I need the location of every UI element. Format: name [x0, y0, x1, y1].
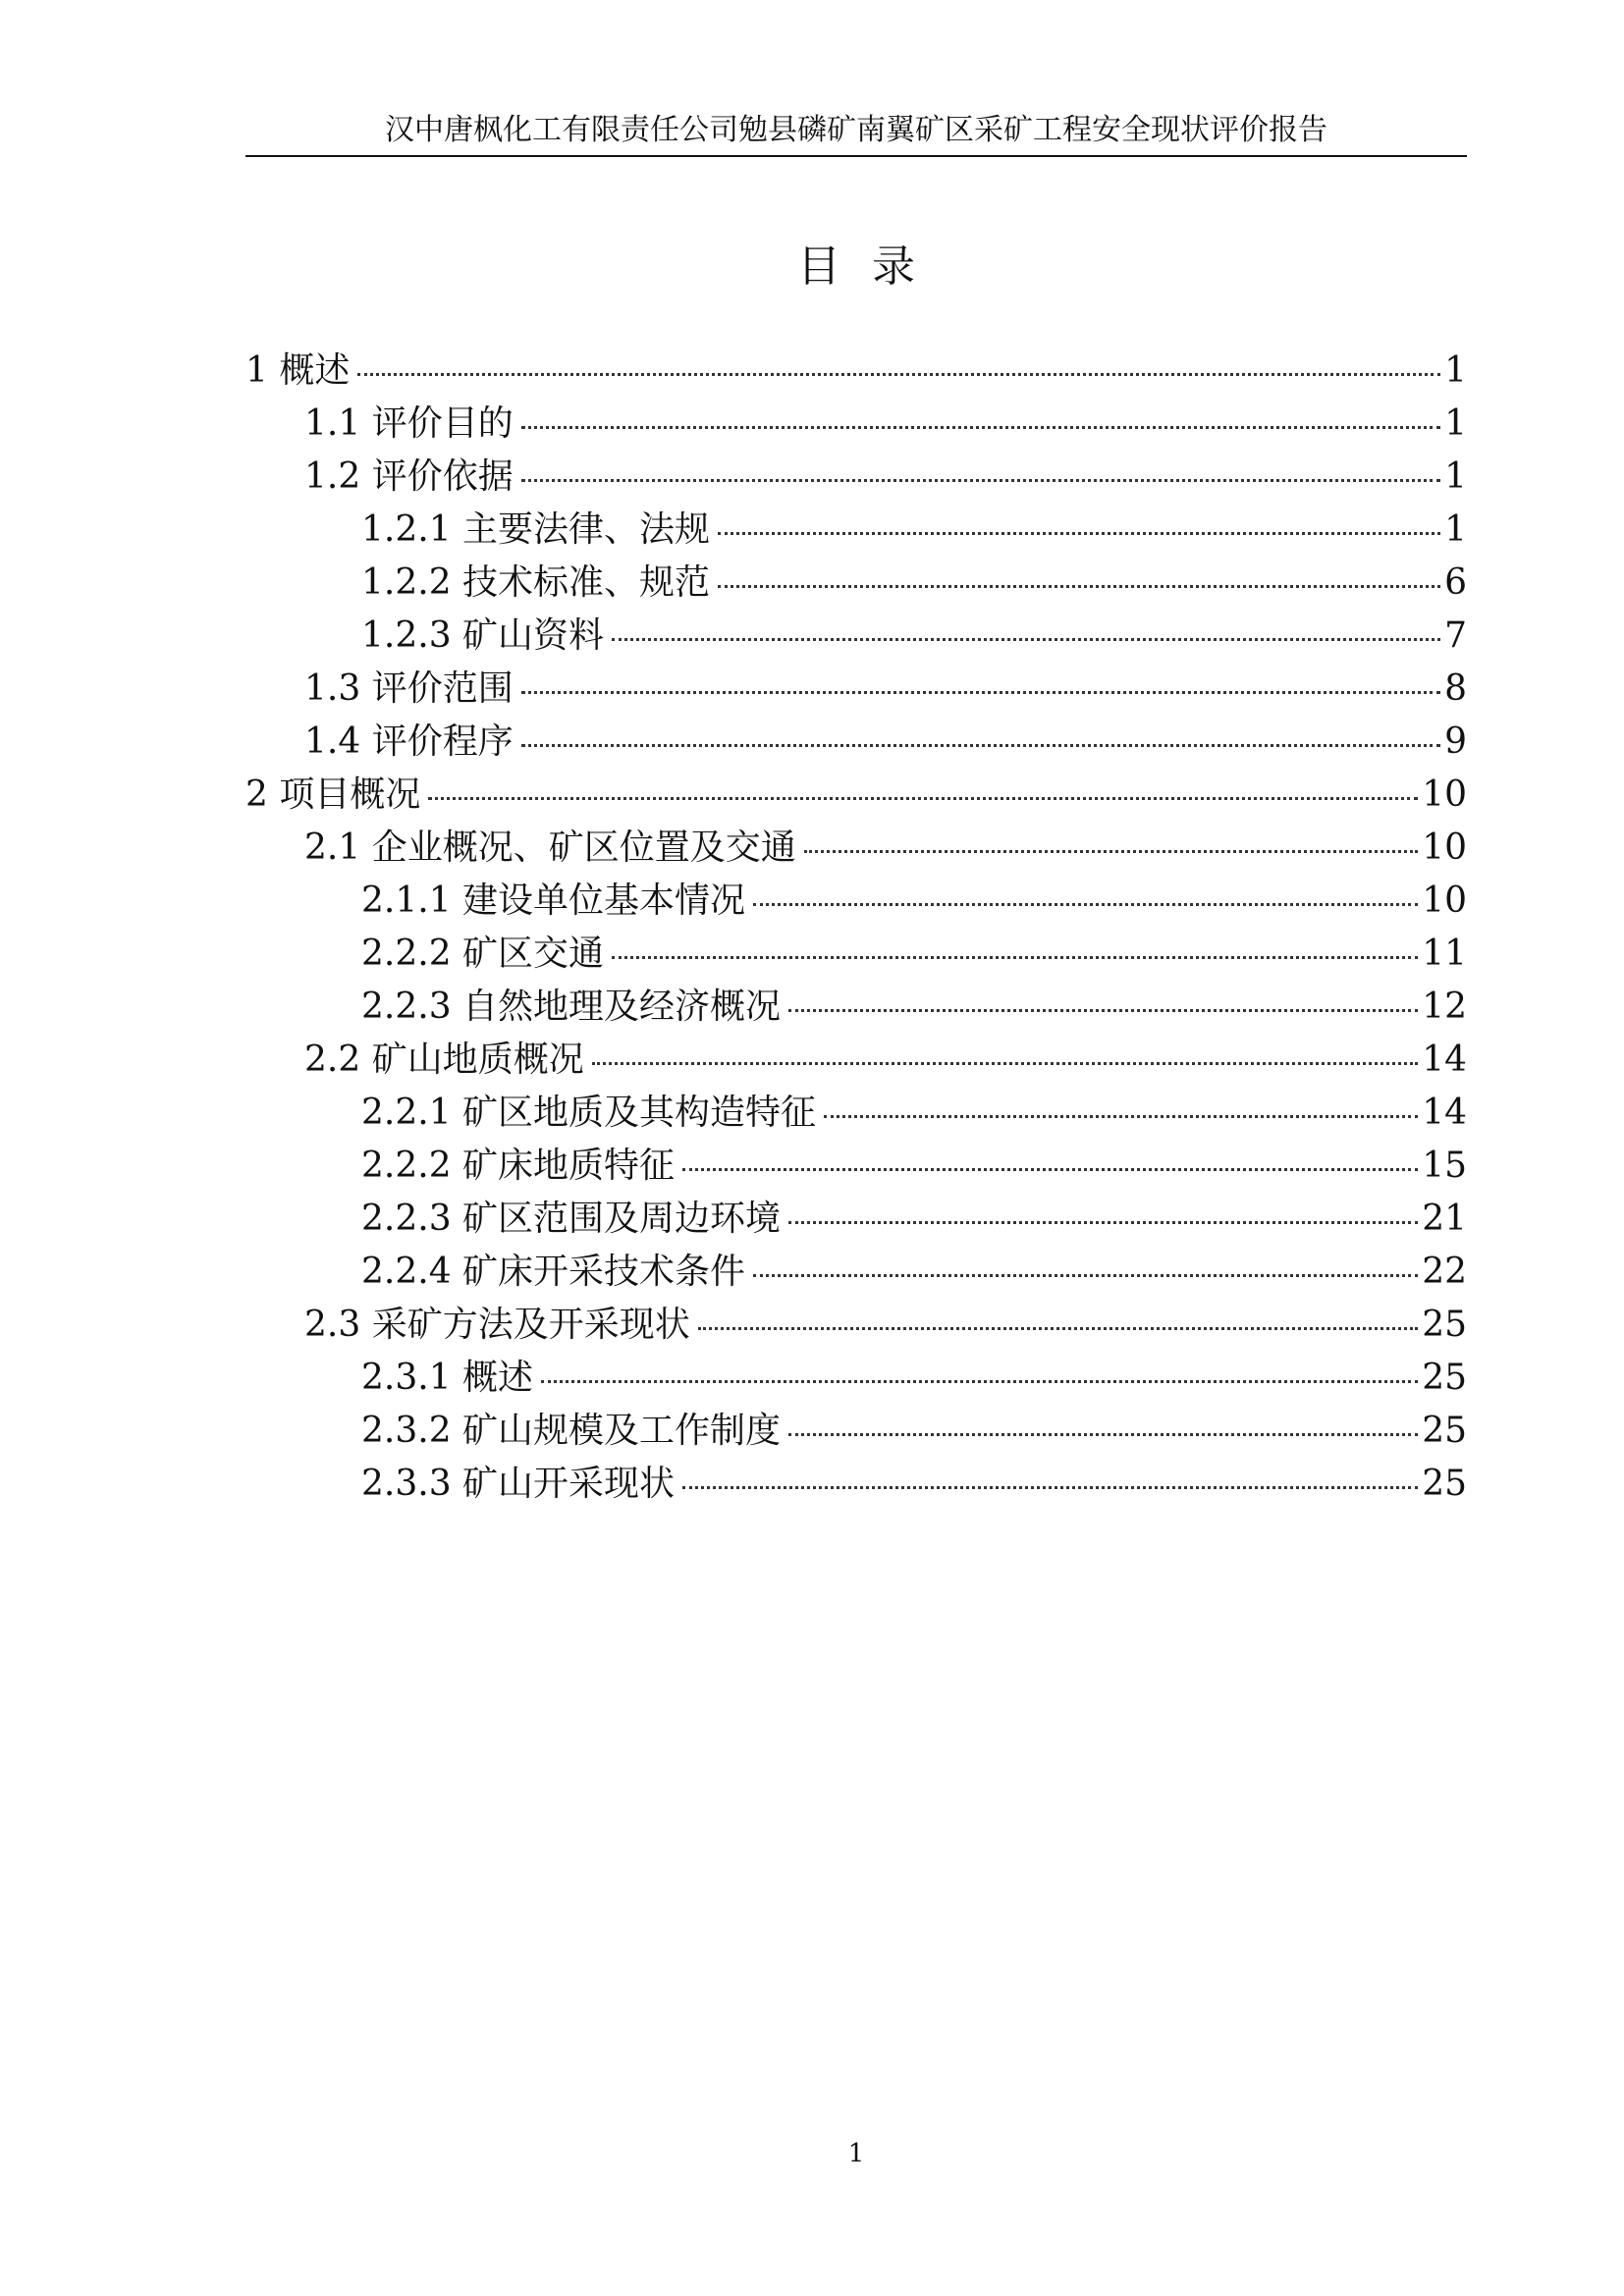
toc-entry[interactable] [361, 506, 1467, 555]
toc-dot-leader [753, 903, 1418, 906]
toc-entry-page: 1 [1444, 350, 1467, 391]
toc-entry-page: 1 [1444, 403, 1467, 444]
toc-dot-leader [521, 479, 1440, 482]
toc-dot-leader [682, 1168, 1418, 1171]
toc-entry[interactable] [361, 1354, 1467, 1403]
toc-entry[interactable] [304, 453, 1467, 502]
toc-dot-leader [521, 744, 1440, 747]
toc-dot-leader [788, 1009, 1418, 1012]
toc-entry[interactable] [361, 1089, 1467, 1138]
toc-entry[interactable] [361, 1248, 1467, 1297]
toc-entry-label: 2.1.1 建设单位基本情况 [361, 881, 746, 921]
toc-entry-page: 10 [1422, 881, 1467, 921]
toc-entry-label: 1.2.2 技术标准、规范 [361, 562, 711, 603]
running-header-title: 汉中唐枫化工有限责任公司勉县磷矿南翼矿区采矿工程安全现状评价报告 [385, 113, 1327, 147]
toc-dot-leader [612, 956, 1418, 959]
toc-entry-label: 2.2 矿山地质概况 [304, 1040, 584, 1080]
toc-dot-leader [592, 1062, 1418, 1065]
toc-entry[interactable] [245, 771, 1467, 820]
toc-entry-label: 2.2.2 矿区交通 [361, 934, 605, 974]
toc-entry-page: 25 [1422, 1464, 1467, 1504]
toc-entry[interactable] [304, 718, 1467, 767]
toc-entry-page: 10 [1422, 828, 1467, 868]
toc-dot-leader [357, 373, 1440, 376]
toc-entry[interactable] [245, 347, 1467, 396]
toc-entry-page: 9 [1444, 721, 1467, 762]
toc-entry-label: 2.2.3 矿区范围及周边环境 [361, 1199, 782, 1239]
toc-entry-label: 2.2.3 自然地理及经济概况 [361, 987, 782, 1027]
toc-dot-leader [804, 850, 1418, 853]
toc-entry-page: 25 [1422, 1358, 1467, 1398]
toc-dot-leader [428, 797, 1418, 800]
toc-dot-leader [541, 1380, 1418, 1383]
toc-dot-leader [521, 691, 1440, 694]
toc-entry-page: 21 [1422, 1199, 1467, 1239]
toc-entry-label: 1.2 评价依据 [304, 456, 514, 497]
toc-dot-leader [612, 638, 1440, 641]
toc-entry-label: 2.2.4 矿床开采技术条件 [361, 1252, 746, 1292]
toc-entry[interactable] [361, 877, 1467, 926]
toc-entry-page: 1 [1444, 509, 1467, 550]
toc-dot-leader [682, 1486, 1418, 1489]
toc-entry[interactable] [361, 559, 1467, 608]
toc-entry-label: 2.1 企业概况、矿区位置及交通 [304, 828, 796, 868]
toc-entry-page: 12 [1422, 987, 1467, 1027]
page-number: 1 [847, 2139, 865, 2168]
toc-entry-label: 2.2.1 矿区地质及其构造特征 [361, 1093, 817, 1133]
toc-entry-label: 1.2.1 主要法律、法规 [361, 509, 711, 550]
toc-entry-page: 14 [1422, 1040, 1467, 1080]
toc-entry-page: 22 [1422, 1252, 1467, 1292]
toc-entry-page: 11 [1422, 934, 1467, 974]
toc-entry-label: 2 项目概况 [245, 774, 421, 815]
toc-entry-label: 2.3.1 概述 [361, 1358, 534, 1398]
toc-entry[interactable] [304, 1036, 1467, 1085]
toc-dot-leader [521, 426, 1440, 429]
toc-entry[interactable] [361, 612, 1467, 661]
toc-entry[interactable] [361, 1195, 1467, 1244]
toc-title: 目录 [797, 241, 947, 292]
toc-entry-page: 10 [1422, 774, 1467, 815]
toc-entry[interactable] [361, 930, 1467, 979]
toc-entry[interactable] [304, 824, 1467, 873]
toc-entry-label: 1 概述 [245, 350, 351, 391]
toc-entry-page: 8 [1444, 668, 1467, 709]
toc-entry-page: 14 [1422, 1093, 1467, 1133]
toc-entry-label: 1.4 评价程序 [304, 721, 514, 762]
toc-entry[interactable] [304, 1301, 1467, 1350]
toc-dot-leader [788, 1221, 1418, 1224]
toc-entry[interactable] [304, 665, 1467, 714]
toc-entry-page: 25 [1422, 1305, 1467, 1345]
toc-entry-label: 2.2.2 矿床地质特征 [361, 1146, 676, 1186]
toc-dot-leader [718, 585, 1440, 588]
toc-dot-leader [718, 532, 1440, 535]
toc-entry-page: 6 [1444, 562, 1467, 603]
toc-entry-label: 1.2.3 矿山资料 [361, 615, 605, 656]
toc-entry-label: 2.3.3 矿山开采现状 [361, 1464, 676, 1504]
toc-entry-label: 2.3 采矿方法及开采现状 [304, 1305, 690, 1345]
toc-dot-leader [788, 1433, 1418, 1436]
toc-dot-leader [824, 1115, 1418, 1118]
toc-entry-page: 7 [1444, 615, 1467, 656]
toc-entry-page: 25 [1422, 1411, 1467, 1451]
toc-entry[interactable] [304, 400, 1467, 449]
toc-dot-leader [753, 1274, 1418, 1277]
toc-entry[interactable] [361, 1142, 1467, 1191]
header-rule [245, 155, 1467, 157]
toc-entry[interactable] [361, 983, 1467, 1032]
toc-entry-label: 1.1 评价目的 [304, 403, 514, 444]
toc-entry-label: 2.3.2 矿山规模及工作制度 [361, 1411, 782, 1451]
toc-entry-label: 1.3 评价范围 [304, 668, 514, 709]
toc-entry-page: 15 [1422, 1146, 1467, 1186]
toc-entry-page: 1 [1444, 456, 1467, 497]
toc-entry[interactable] [361, 1407, 1467, 1456]
toc-dot-leader [698, 1327, 1418, 1330]
toc-entry[interactable] [361, 1460, 1467, 1509]
